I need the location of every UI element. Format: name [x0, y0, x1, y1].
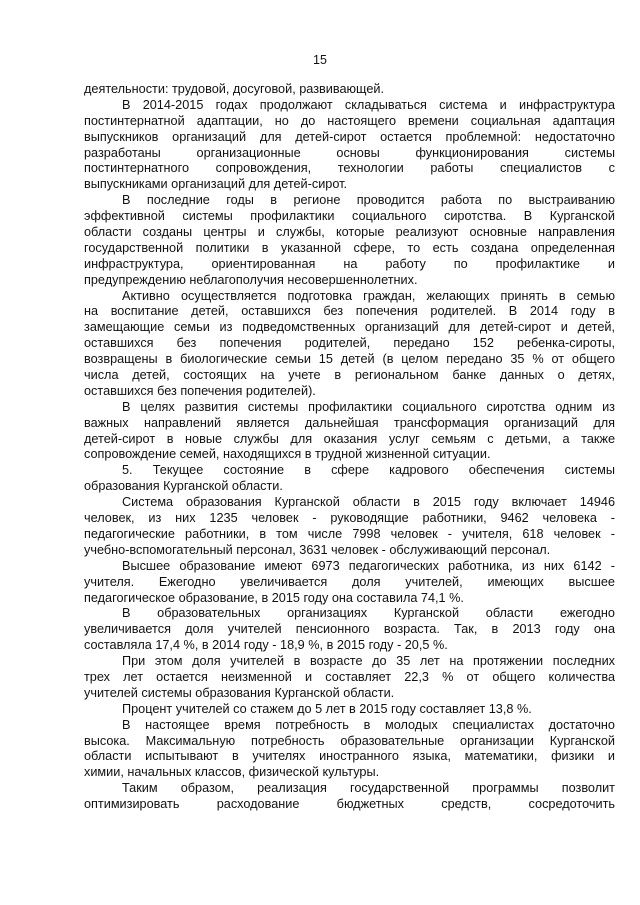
text-line: В образовательных организациях Курганской области ежегодно — [122, 606, 615, 621]
body-text — [84, 82, 615, 813]
text-line: учебно-вспомогательный персонал, 3631 человек - обслуживающий персонал. — [84, 542, 551, 557]
text-line: оптимизировать расходование бюджетных средств, сосредоточить — [84, 797, 615, 812]
text-line: учителя. Ежегодно увеличивается доля учителей, имеющих высшее — [84, 574, 615, 589]
text-line: Процент учителей со стажем до 5 лет в 2015 году составляет 13,8 %. — [122, 701, 532, 716]
text-line: составляла 17,4 %, в 2014 году - 18,9 %, в 2015 году - 20,5 %. — [84, 638, 448, 653]
text-line: учителей системы образования Курганской области. — [84, 685, 395, 700]
text-line: выпускников организаций для детей-сирот остается проблемной: недостаточно — [84, 129, 615, 144]
text-line: оставшихся без попечения родителей, передано 152 ребенка-сироты, — [84, 336, 615, 351]
text-line: При этом доля учителей в возрасте до 35 лет на протяжении последних — [122, 654, 615, 669]
text-line: В настоящее время потребность в молодых специалистах достаточно — [122, 717, 615, 732]
text-line: В целях развития системы профилактики социального сиротства одним из — [122, 399, 615, 414]
text-line: замещающие семьи из подведомственных организаций для детей-сирот и детей, — [84, 320, 615, 335]
text-line: инфраструктура, ориентированная на работу по профилактике и — [84, 256, 615, 271]
text-line: увеличивается доля учителей пенсионного возраста. Так, в 2013 году она — [84, 622, 615, 637]
page-number: 15 — [313, 53, 327, 67]
text-line: детей-сирот в новые службы для оказания услуг семьям с детьми, а также — [84, 431, 615, 446]
text-line: области созданы центры и службы, которые реализуют основные направления — [84, 225, 615, 240]
text-line: 5. Текущее состояние в сфере кадрового обеспечения системы — [122, 463, 615, 478]
text-line: на воспитание детей, оставшихся без попечения родителей. В 2014 году в — [84, 304, 615, 319]
text-line: высока. Максимальную потребность образовательные организации Курганской — [84, 733, 615, 748]
text-line: государственной политики в указанной сфере, то есть создана определенная — [84, 240, 615, 255]
text-line: оставшихся без попечения родителей). — [84, 383, 316, 398]
text-line: предупреждению неблагополучия несовершеннолетних. — [84, 272, 418, 287]
text-line: сопровождение семей, находящихся в трудной жизненной ситуации. — [84, 447, 491, 462]
text-line: возвращены в биологические семьи 15 детей (в целом передано 35 % от общего — [84, 352, 615, 367]
text-line: В последние годы в регионе проводится работа по выстраиванию — [122, 193, 615, 208]
text-line: выпускниками организаций для детей-сирот. — [84, 177, 348, 192]
text-line: области испытывают в учителях иностранного языка, математики, физики и — [84, 749, 615, 764]
text-line: постинтернатного сопровождения, технологии работы специалистов с — [84, 161, 615, 176]
text-line: важных направлений является дальнейшая трансформация организаций для — [84, 415, 615, 430]
text-line: трех лет остается неизменной и составляет 22,3 % от общего количества — [84, 669, 615, 684]
text-line: образования Курганской области. — [84, 479, 283, 494]
text-line: Активно осуществляется подготовка граждан, желающих принять в семью — [122, 288, 615, 303]
text-line: деятельности: трудовой, досуговой, развивающей. — [84, 82, 384, 96]
text-line: Высшее образование имеют 6973 педагогических работника, из них 6142 - — [122, 558, 615, 573]
text-line: числа детей, состоящих на учете в региональном банке данных о детях, — [84, 368, 615, 383]
text-line: постинтернатной адаптации, но до настоящего времени социальная адаптация — [84, 113, 615, 128]
text-line: В 2014-2015 годах продолжают складываться система и инфраструктура — [122, 97, 615, 112]
text-line: человек, из них 1235 человек - руководящие работники, 9462 человека - — [84, 511, 615, 526]
text-line: педагогические работники, в том числе 7998 человек - учителя, 618 человек - — [84, 526, 615, 541]
text-line: эффективной системы профилактики социального сиротства. В Курганской — [84, 209, 615, 224]
text-line: Таким образом, реализация государственной программы позволит — [122, 781, 615, 796]
text-line: разработаны организационные основы функционирования системы — [84, 145, 615, 160]
text-line: химии, начальных классов, физической культуры. — [84, 765, 380, 780]
text-line: педагогическое образование, в 2015 году она составила 74,1 %. — [84, 590, 464, 605]
text-line: Система образования Курганской области в 2015 году включает 14946 — [122, 495, 615, 510]
